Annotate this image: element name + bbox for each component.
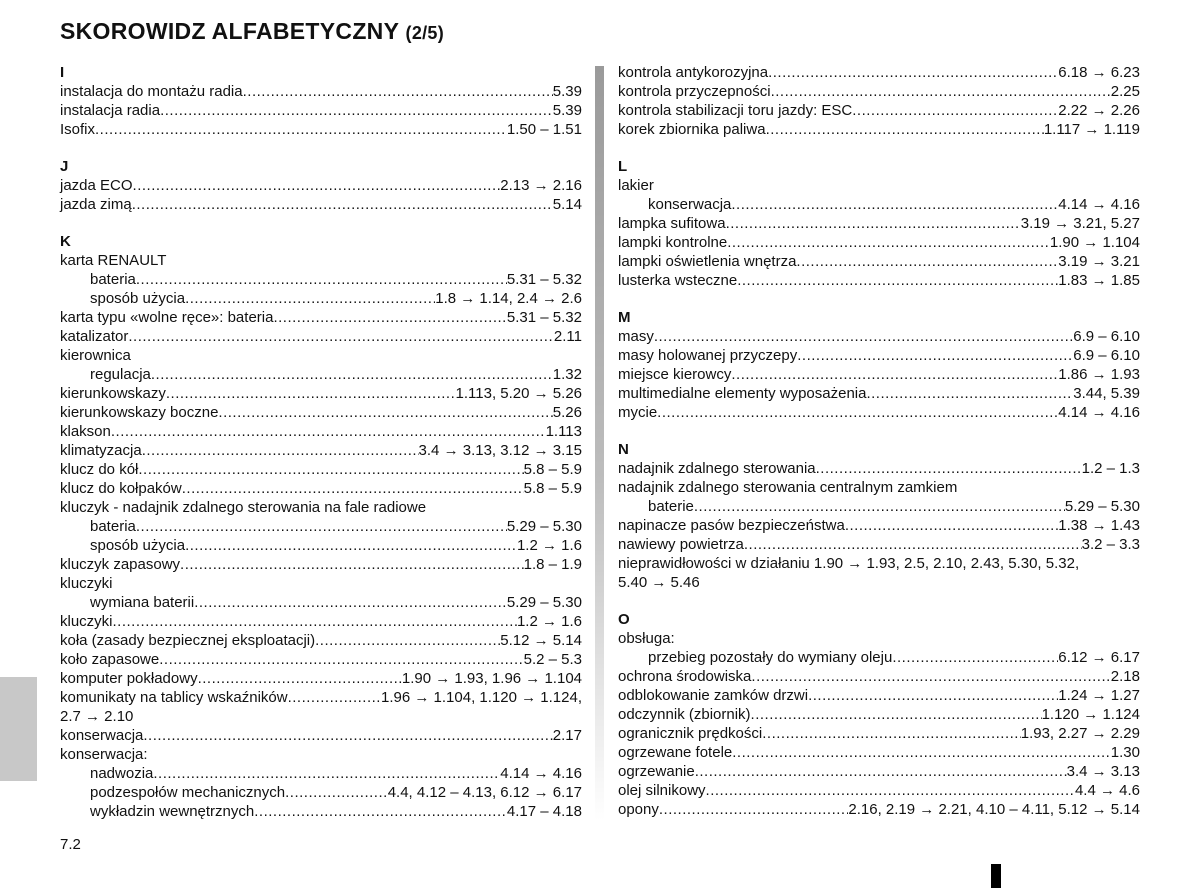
index-entry: multimedialne elementy wyposażenia ..... 3.44, 5.39 bbox=[618, 384, 1140, 403]
index-heading: karta RENAULT bbox=[60, 252, 167, 269]
index-entry: miejsce kierowcy ..... 1.86 → 1.93 bbox=[618, 365, 1140, 384]
title-part: (2/5) bbox=[405, 23, 445, 43]
index-entry: ogrzewanie ..... 3.4 → 3.13 bbox=[618, 762, 1140, 781]
index-entry: nawiewy powietrza ..... 3.2 – 3.3 bbox=[618, 535, 1140, 554]
index-subentry: konserwacja ..... 4.14 → 4.16 bbox=[618, 195, 1140, 214]
index-subentry: regulacja ..... 1.32 bbox=[60, 365, 582, 384]
index-entry: kontrola stabilizacji toru jazdy: ESC ..... 2.22 → 2.26 bbox=[618, 101, 1140, 120]
page-title bbox=[60, 18, 444, 45]
section-letter-k: K bbox=[60, 233, 71, 250]
index-entry: instalacja radia ..... 5.39 bbox=[60, 101, 582, 120]
index-entry: odblokowanie zamków drzwi ..... 1.24 → 1.27 bbox=[618, 686, 1140, 705]
section-letter-i: I bbox=[60, 64, 65, 81]
index-subentry: podzespołów mechanicznych ..... 4.4, 4.12 – 4.13, 6.12 → 6.17 bbox=[60, 783, 582, 802]
chapter-tab bbox=[0, 677, 37, 781]
page-number: 7.2 bbox=[60, 836, 81, 853]
index-entry: lampki oświetlenia wnętrza ..... 3.19 → 3.21 bbox=[618, 252, 1140, 271]
index-entry: mycie ..... 4.14 → 4.16 bbox=[618, 403, 1140, 422]
index-continuation: 5.40 → 5.46 bbox=[618, 574, 700, 591]
index-entry: koła (zasady bezpiecznej eksploatacji) ..... 5.12 → 5.14 bbox=[60, 631, 582, 650]
index-entry: koło zapasowe ..... 5.2 – 5.3 bbox=[60, 650, 582, 669]
index-entry: jazda zimą ..... 5.14 bbox=[60, 195, 582, 214]
index-entry: lusterka wsteczne ..... 1.83 → 1.85 bbox=[618, 271, 1140, 290]
index-entry: masy ..... 6.9 – 6.10 bbox=[618, 327, 1140, 346]
section-letter-n: N bbox=[618, 441, 629, 458]
index-subentry: bateria ..... 5.29 – 5.30 bbox=[60, 517, 582, 536]
index-entry: ogranicznik prędkości ..... 1.93, 2.27 → 2.29 bbox=[618, 724, 1140, 743]
index-entry: nadajnik zdalnego sterowania ..... 1.2 – 1.3 bbox=[618, 459, 1140, 478]
index-subentry: sposób użycia ..... 1.8 → 1.14, 2.4 → 2.6 bbox=[60, 289, 582, 308]
index-heading: lakier bbox=[618, 177, 654, 194]
index-entry: komunikaty na tablicy wskaźników ..... 1.96 → 1.104, 1.120 → 1.124, bbox=[60, 688, 582, 707]
index-entry: kierunkowskazy ..... 1.113, 5.20 → 5.26 bbox=[60, 384, 582, 403]
index-entry: korek zbiornika paliwa ..... 1.117 → 1.119 bbox=[618, 120, 1140, 139]
index-column-left bbox=[60, 63, 582, 821]
index-entry: ogrzewane fotele ..... 1.30 bbox=[618, 743, 1140, 762]
index-entry: instalacja do montażu radia ..... 5.39 bbox=[60, 82, 582, 101]
index-continuation: 2.7 → 2.10 bbox=[60, 708, 134, 725]
index-entry: kontrola antykorozyjna ..... 6.18 → 6.23 bbox=[618, 63, 1140, 82]
index-subentry: wymiana baterii ..... 5.29 – 5.30 bbox=[60, 593, 582, 612]
index-entry: jazda ECO ..... 2.13 → 2.16 bbox=[60, 176, 582, 195]
index-column-right bbox=[618, 63, 1140, 819]
column-divider bbox=[595, 66, 604, 821]
title-main: SKOROWIDZ ALFABETYCZNY bbox=[60, 18, 399, 44]
index-entry: lampki kontrolne ..... 1.90 → 1.104 bbox=[618, 233, 1140, 252]
index-entry: katalizator ..... 2.11 bbox=[60, 327, 582, 346]
index-heading: konserwacja: bbox=[60, 746, 148, 763]
index-entry: karta typu «wolne ręce»: bateria ..... 5.31 – 5.32 bbox=[60, 308, 582, 327]
index-entry: kluczyki ..... 1.2 → 1.6 bbox=[60, 612, 582, 631]
index-subentry: bateria ..... 5.31 – 5.32 bbox=[60, 270, 582, 289]
corner-mark bbox=[991, 864, 1001, 888]
index-entry: lampka sufitowa ..... 3.19 → 3.21, 5.27 bbox=[618, 214, 1140, 233]
index-heading: kluczyki bbox=[60, 575, 113, 592]
index-entry-long: nieprawidłowości w działaniu 1.90 → 1.93, 2.5, 2.10, 2.43, 5.30, 5.32, bbox=[618, 555, 1080, 572]
index-entry: kluczyk zapasowy ..... 1.8 – 1.9 bbox=[60, 555, 582, 574]
index-entry: klimatyzacja ..... 3.4 → 3.13, 3.12 → 3.15 bbox=[60, 441, 582, 460]
index-heading: kierownica bbox=[60, 347, 131, 364]
index-entry: komputer pokładowy ..... 1.90 → 1.93, 1.96 → 1.104 bbox=[60, 669, 582, 688]
index-heading: kluczyk - nadajnik zdalnego sterowania na fale radiowe bbox=[60, 499, 427, 516]
section-letter-j: J bbox=[60, 158, 69, 175]
index-entry: kierunkowskazy boczne ..... 5.26 bbox=[60, 403, 582, 422]
index-entry: odczynnik (zbiornik) ..... 1.120 → 1.124 bbox=[618, 705, 1140, 724]
index-subentry: nadwozia ..... 4.14 → 4.16 bbox=[60, 764, 582, 783]
index-subentry: baterie ..... 5.29 – 5.30 bbox=[618, 497, 1140, 516]
index-heading: obsługa: bbox=[618, 630, 675, 647]
index-entry: olej silnikowy ..... 4.4 → 4.6 bbox=[618, 781, 1140, 800]
index-entry: klucz do kół ..... 5.8 – 5.9 bbox=[60, 460, 582, 479]
index-entry: Isofix ..... 1.50 – 1.51 bbox=[60, 120, 582, 139]
index-entry: ochrona środowiska ..... 2.18 bbox=[618, 667, 1140, 686]
index-entry: konserwacja ..... 2.17 bbox=[60, 726, 582, 745]
section-letter-o: O bbox=[618, 611, 630, 628]
index-entry: opony ..... 2.16, 2.19 → 2.21, 4.10 – 4.11, 5.12 → 5.14 bbox=[618, 800, 1140, 819]
section-letter-m: M bbox=[618, 309, 631, 326]
index-entry: klakson ..... 1.113 bbox=[60, 422, 582, 441]
index-entry: napinacze pasów bezpieczeństwa ..... 1.38 → 1.43 bbox=[618, 516, 1140, 535]
index-subentry: przebieg pozostały do wymiany oleju ..... 6.12 → 6.17 bbox=[618, 648, 1140, 667]
index-entry: klucz do kołpaków ..... 5.8 – 5.9 bbox=[60, 479, 582, 498]
index-subentry: sposób użycia ..... 1.2 → 1.6 bbox=[60, 536, 582, 555]
index-subentry: wykładzin wewnętrznych ..... 4.17 – 4.18 bbox=[60, 802, 582, 821]
index-heading: nadajnik zdalnego sterowania centralnym zamkiem bbox=[618, 479, 958, 496]
index-entry: kontrola przyczepności ..... 2.25 bbox=[618, 82, 1140, 101]
index-entry: masy holowanej przyczepy ..... 6.9 – 6.10 bbox=[618, 346, 1140, 365]
section-letter-l: L bbox=[618, 158, 628, 175]
